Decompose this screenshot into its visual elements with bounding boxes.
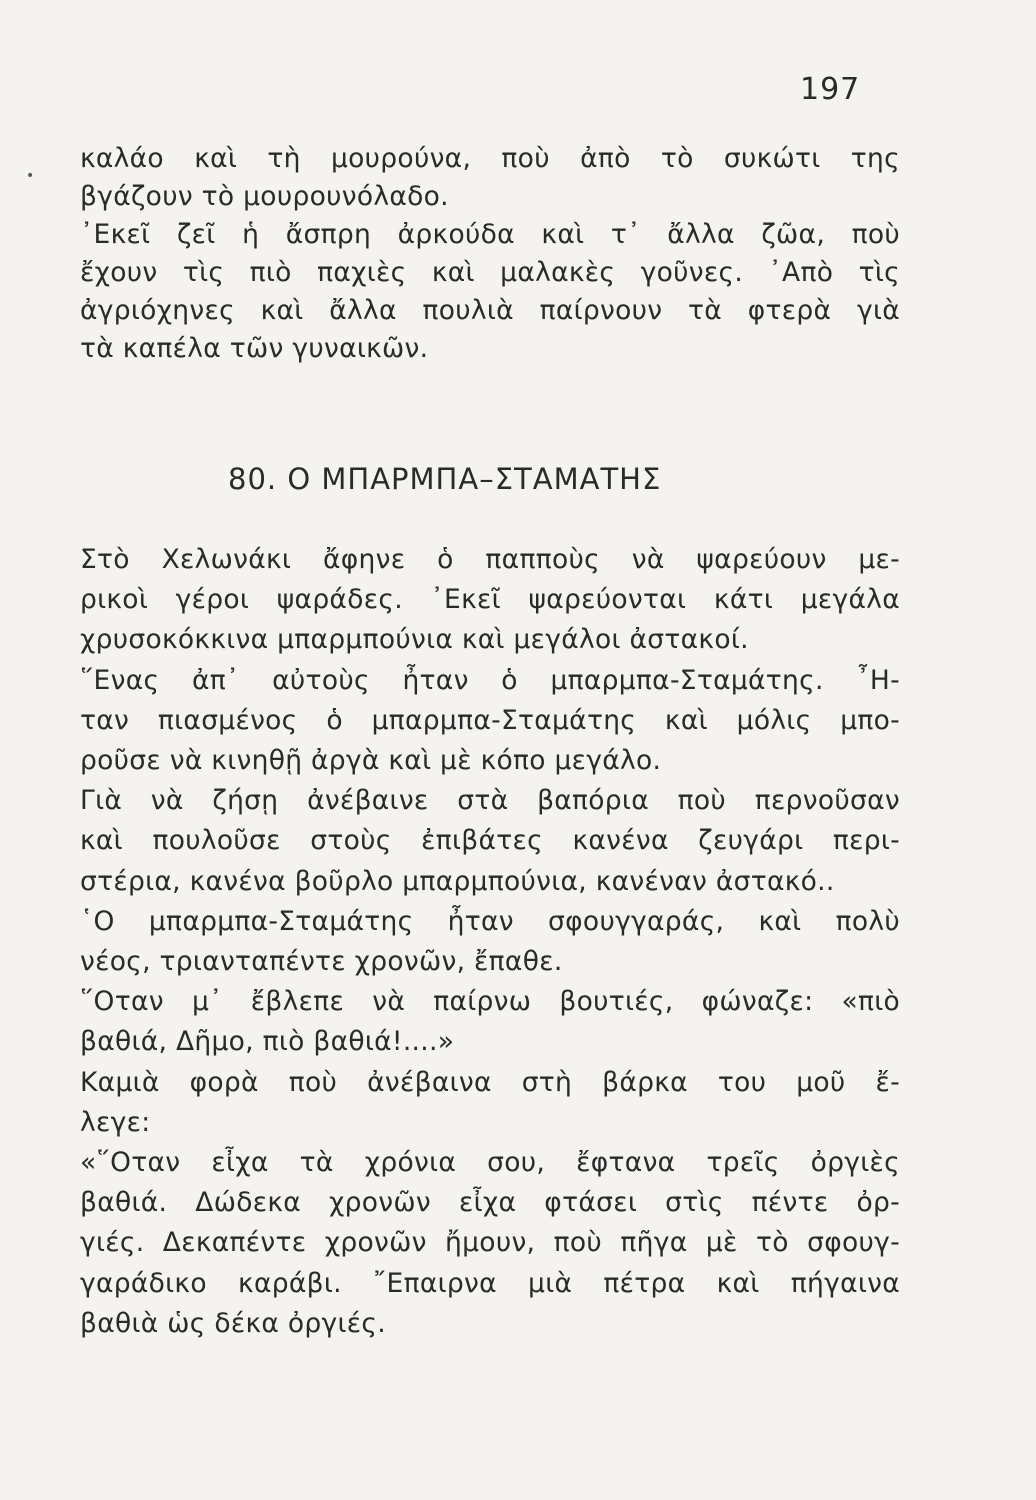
text-line: ταν πιασμένος ὁ μπαρμπα-Σταμάτης καὶ μόλις μπο- (80, 704, 900, 736)
text-line: ῾Ο μπαρμπα-Σταμάτης ἦταν σφουγγαράς, καὶ πολὺ (80, 905, 900, 937)
margin-mark: • (26, 168, 35, 184)
text-line: βαθιὰ ὡς δέκα ὀργιές. (80, 1307, 386, 1339)
text-line: βγάζουν τὸ μουρουνόλαδο. (80, 181, 449, 212)
text-line: ἀγριόχηνες καὶ ἄλλα πουλιὰ παίρνουν τὰ φτερὰ γιὰ (80, 295, 900, 326)
top-paragraphs (80, 140, 900, 368)
text-line: καλάο καὶ τὴ μουρούνα, ποὺ ἀπὸ τὸ συκώτι της (80, 143, 900, 174)
page-number: 197 (800, 72, 861, 107)
text-line: βαθιά, Δῆμο, πιὸ βαθιά!....» (80, 1026, 455, 1058)
text-line: Στὸ Χελωνάκι ἄφηνε ὁ παπποὺς νὰ ψαρεύουν με- (80, 544, 900, 575)
text-line: καὶ πουλοῦσε στοὺς ἐπιβάτες κανένα ζευγάρι περι- (80, 825, 900, 857)
main-paragraphs (80, 540, 900, 1344)
text-line: «῞Οταν εἶχα τὰ χρόνια σου, ἔφτανα τρεῖς ὀργιὲς (80, 1147, 900, 1179)
text-line: βαθιά. Δώδεκα χρονῶν εἶχα φτάσει στὶς πέντε ὀρ- (80, 1187, 900, 1219)
text-line: ρικοὶ γέροι ψαράδες. ᾿Εκεῖ ψαρεύονται κάτι μεγάλα (80, 584, 900, 616)
text-line: ῞Ενας ἀπ᾿ αὐτοὺς ἦταν ὁ μπαρμπα-Σταμάτης. ῏Η- (80, 664, 900, 696)
text-line: ᾿Εκεῖ ζεῖ ἡ ἄσπρη ἀρκούδα καὶ τ᾿ ἄλλα ζῶα, ποὺ (80, 219, 900, 250)
text-line: γαράδικο καράβι. ῎Επαιρνα μιὰ πέτρα καὶ πήγαινα (80, 1267, 900, 1299)
chapter-heading: 80. Ο ΜΠΑΡΜΠΑ–ΣΤΑΜΑΤΗΣ (228, 462, 662, 496)
text-line: λεγε: (80, 1106, 151, 1138)
text-line: γιές. Δεκαπέντε χρονῶν ἤμουν, ποὺ πῆγα μὲ τὸ σφουγ- (80, 1227, 900, 1259)
text-line: στέρια, κανένα βοῦρλο μπαρμπούνια, κανέναν ἀστακό.. (80, 865, 835, 897)
text-line: Γιὰ νὰ ζήσῃ ἀνέβαινε στὰ βαπόρια ποὺ περνοῦσαν (80, 785, 900, 817)
text-line: Καμιὰ φορὰ ποὺ ἀνέβαινα στὴ βάρκα του μοῦ ἔ- (80, 1066, 900, 1098)
text-line: ῞Οταν μ᾿ ἔβλεπε νὰ παίρνω βουτιές, φώναζε: «πιὸ (80, 986, 900, 1018)
text-line: ροῦσε νὰ κινηθῇ ἀργὰ καὶ μὲ κόπο μεγάλο. (80, 745, 662, 777)
text-line: χρυσοκόκκινα μπαρμπούνια καὶ μεγάλοι ἀστακοί. (80, 624, 749, 656)
text-line: ἔχουν τὶς πιὸ παχιὲς καὶ μαλακὲς γοῦνες. ᾿Απὸ τὶς (80, 257, 900, 288)
text-line: τὰ καπέλα τῶν γυναικῶν. (80, 333, 429, 364)
text-line: νέος, τριανταπέντε χρονῶν, ἔπαθε. (80, 946, 563, 978)
